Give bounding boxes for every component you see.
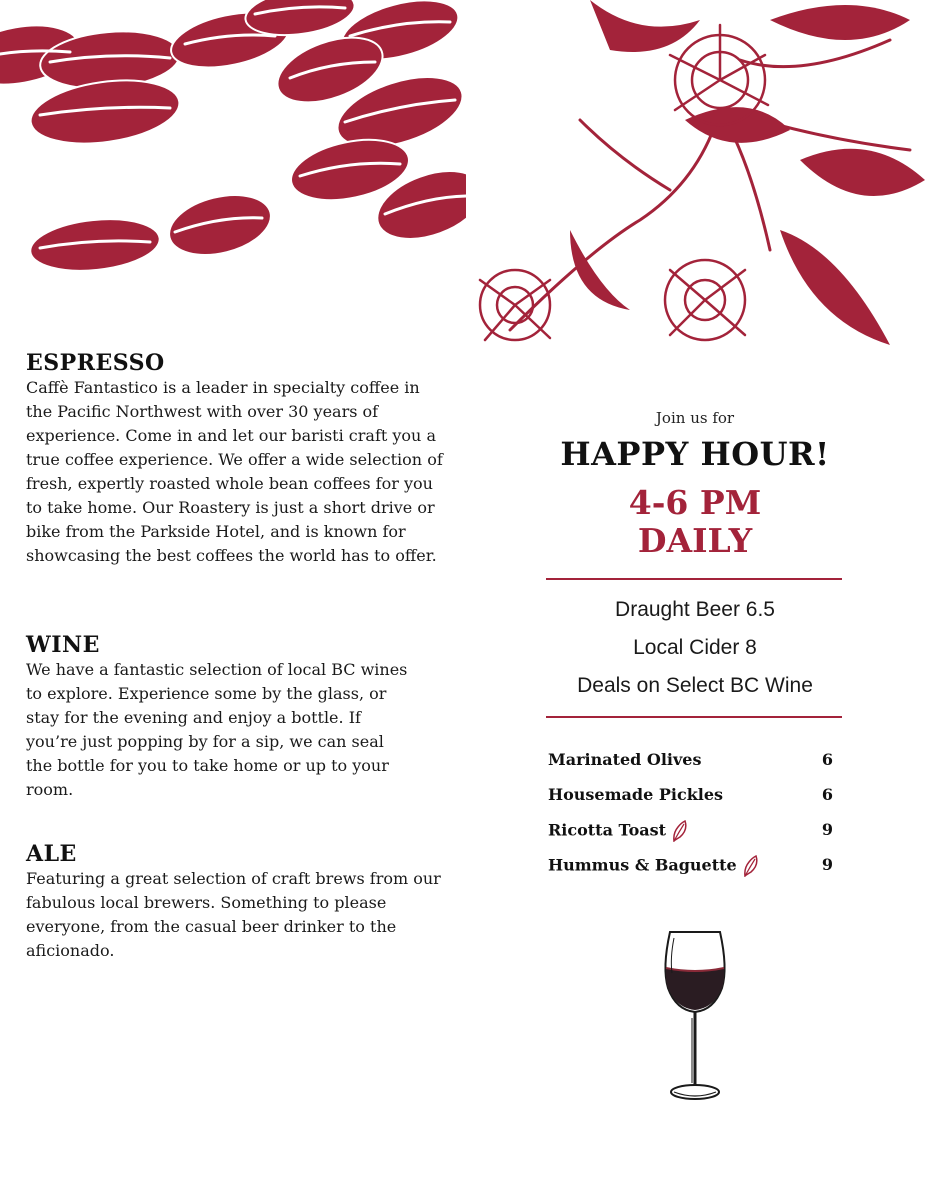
leaf-icon [672, 820, 688, 842]
menu-item [548, 820, 833, 844]
happy-hour-intro: Join us for [655, 409, 735, 427]
menu-item-name: Housemade Pickles [548, 785, 724, 804]
coffee-flower-illustration [470, 0, 927, 378]
menu-item-name-wrap [548, 820, 688, 842]
coffee-beans-illustration [0, 0, 466, 275]
happy-hour-time-line: 4-6 PM [628, 483, 762, 522]
happy-hour-title: HAPPY HOUR! [560, 435, 830, 473]
espresso-description: Caffè Fantastico is a leader in specialty coffee in the Pacific Northwest with over 30 years of experience. Come in and let our baristi craft you a true coffee experience. We offer a wide selection of fresh, expertly roasted whole bean coffees for you to take home. Our Roastery is just a short drive or bike from the Parkside Hotel, and is known for showcasing the best coffees the world has to offer. [26, 378, 443, 565]
menu-item [548, 855, 833, 879]
menu-item-price: 6 [821, 785, 833, 804]
wine-description: We have a fantastic selection of local BC wines to explore. Experience some by the glass, or stay for the evening and enjoy a bottle. If you’re just popping by for a sip, we can seal the bottle for you to take home or up to your room. [26, 660, 408, 799]
menu-item-name: Marinated Olives [548, 750, 702, 769]
deal-local-cider: Local Cider 8 [633, 636, 757, 659]
leaf-icon [743, 855, 759, 877]
ale-description: Featuring a great selection of craft brews from our fabulous local brewers. Something to please everyone, from the casual beer drinker to the aficionado. [26, 869, 441, 960]
menu-item-name-wrap [548, 855, 759, 877]
menu-item-name: Ricotta Toast [548, 820, 667, 840]
divider [546, 716, 842, 718]
menu-item [548, 785, 833, 809]
happy-hour-days-line: DAILY [637, 521, 753, 560]
wine-title: WINE [26, 632, 100, 658]
deal-draught-beer: Draught Beer 6.5 [615, 598, 775, 621]
happy-hour-time [545, 484, 845, 560]
menu-item-price: 9 [821, 855, 833, 874]
divider [546, 578, 842, 580]
menu-item-name: Hummus & Baguette [548, 855, 737, 875]
deal-bc-wine: Deals on Select BC Wine [577, 674, 813, 697]
espresso-title: ESPRESSO [26, 350, 165, 376]
menu-item [548, 750, 833, 774]
wine-glass-illustration [660, 928, 730, 1106]
ale-section [26, 841, 446, 963]
menu-item-price: 6 [821, 750, 833, 769]
menu-item-price: 9 [821, 820, 833, 839]
wine-section [26, 632, 446, 802]
espresso-section [26, 350, 446, 568]
ale-title: ALE [26, 841, 77, 867]
